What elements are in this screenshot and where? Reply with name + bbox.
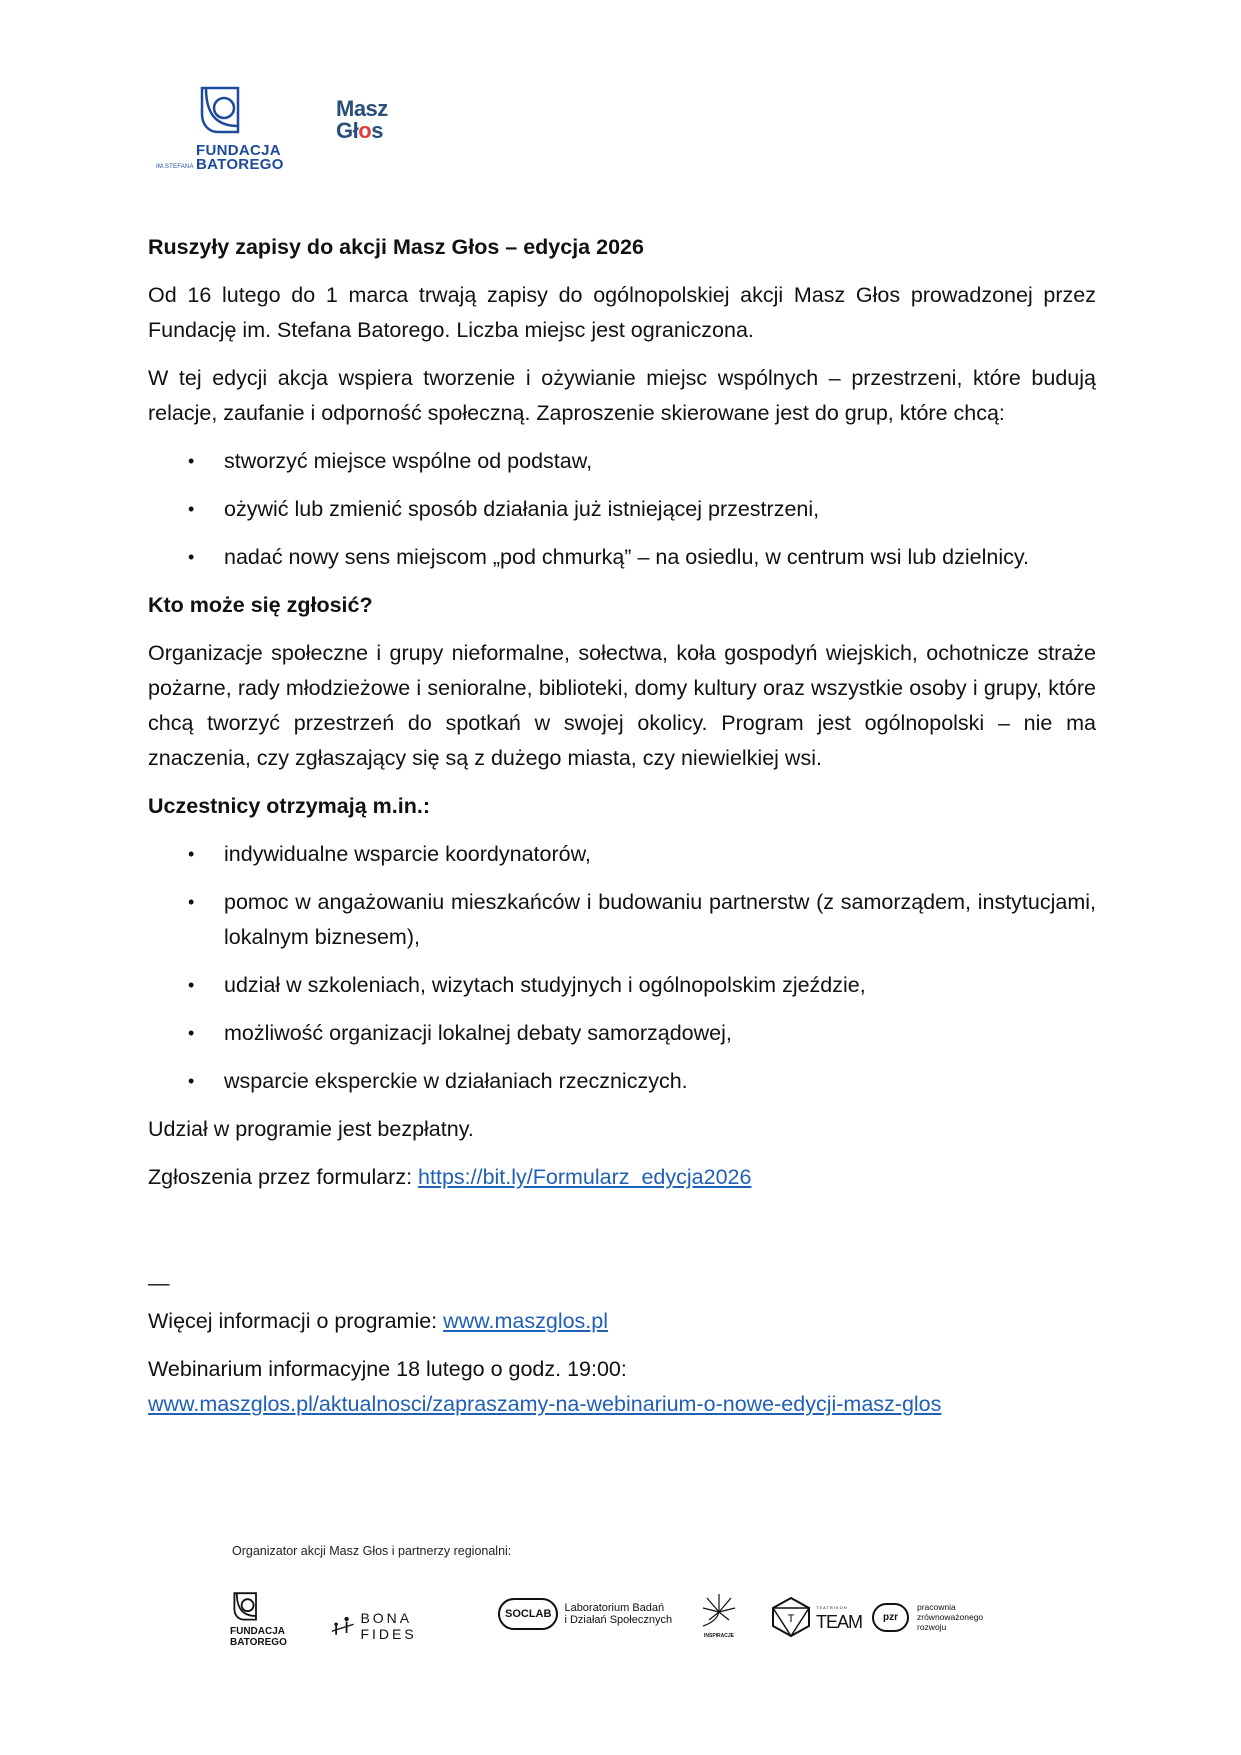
figures-icon (330, 1614, 354, 1638)
soclab-badge: SOCLAB (498, 1598, 558, 1630)
benefits-heading: Uczestnicy otrzymają m.in.: (148, 794, 430, 818)
who-paragraph: Organizacje społeczne i grupy nieformalne, sołectwa, koła gospodyń wiejskich, ochotnicze straże pożarne, rady młodzieżowe i senioralne, biblioteki, domy kultury oraz wszystkie osoby i grupy, które chcą tworzyć przestrzeń do spotkań w swojej okolicy. Program jest ogólnopolski – nie ma znaczenia, czy zgłaszający się są z dużego miasta, czy niewielkiej wsi. (148, 641, 1096, 770)
spacer (148, 1208, 1096, 1268)
fundacja-batorego-logo (152, 86, 292, 178)
list-item: • możliwość organizacji lokalnej debaty samorządowej, (148, 1016, 1096, 1051)
edition-paragraph: W tej edycji akcja wspiera tworzenie i ożywianie miejsc wspólnych – przestrzeni, które budują relacje, zaufanie i odporność społeczną. Zaproszenie skierowane jest do grup, które chcą: (148, 366, 1096, 425)
teatrikon-small: TEATRIKON (816, 1605, 848, 1610)
batory-logo-prefix: IM.STEFANA (156, 164, 194, 170)
masz-glos-logo (336, 98, 388, 142)
partner-teatrikon-logo (770, 1596, 862, 1638)
dandelion-icon (699, 1592, 739, 1628)
list-item: • udział w szkoleniach, wizytach studyjnych i ogólnopolskim zjeździe, (148, 968, 1096, 1003)
partners-label: Organizator akcji Masz Głos i partnerzy regionalni: (232, 1544, 512, 1558)
pzr-line3: rozwoju (917, 1622, 947, 1632)
speech-bubble-o-icon: o (358, 118, 372, 143)
list-item: • indywidualne wsparcie koordynatorów, (148, 837, 1096, 872)
partner-bona-fides-text: BONA FIDES (360, 1610, 417, 1642)
partner-batory-line2: BATOREGO (230, 1637, 287, 1648)
document-title: Ruszyły zapisy do akcji Masz Głos – edycja 2026 (148, 235, 644, 259)
free-text: Udział w programie jest bezpłatny. (148, 1117, 474, 1141)
form-link[interactable]: https://bit.ly/Formularz_edycja2026 (418, 1165, 752, 1189)
partner-batory-logo (230, 1592, 290, 1648)
partner-bona-fides-logo (330, 1610, 460, 1642)
logo-text-a: Gł (336, 118, 359, 143)
batory-logo-line1: FUNDACJA (196, 142, 281, 159)
goals-list (148, 444, 1096, 575)
list-item: • nadać nowy sens miejscom „pod chmurką” – na osiedlu, w centrum wsi lub dzielnicy. (148, 540, 1096, 575)
soclab-line1: Laboratorium Badań (564, 1602, 665, 1614)
soclab-line2: i Działań Społecznych (564, 1614, 673, 1626)
list-item: • ożywić lub zmienić sposób działania już istniejącej przestrzeni, (148, 492, 1096, 527)
partner-soclab-logo (498, 1598, 672, 1630)
intro-paragraph: Od 16 lutego do 1 marca trwają zapisy do ogólnopolskiej akcji Masz Głos prowadzonej przez Fundację im. Stefana Batorego. Liczba miejsc jest ograniczona. (148, 283, 1096, 342)
hexagon-t-icon (770, 1596, 812, 1638)
teatrikon-mark: T (787, 1613, 795, 1625)
masz-glos-logo-line2 (336, 120, 388, 142)
webinar-text: Webinarium informacyjne 18 lutego o godz. 19:00: (148, 1357, 627, 1381)
list-item: • wsparcie eksperckie w działaniach rzeczniczych. (148, 1064, 1096, 1099)
pzr-line1: pracownia (917, 1602, 956, 1612)
batory-emblem-icon (198, 86, 248, 136)
list-item: • stworzyć miejsce wspólne od podstaw, (148, 444, 1096, 479)
pzr-line2: zrównoważonego (917, 1612, 984, 1622)
partner-pzr-logo (872, 1602, 983, 1632)
batory-emblem-icon (232, 1592, 262, 1622)
inspiracje-text: INSPIRACJE (703, 1633, 734, 1639)
teatrikon-team: TEAM (816, 1612, 863, 1632)
benefits-list (148, 837, 1096, 1099)
form-line (148, 1160, 1096, 1195)
pzr-badge: pzr (872, 1603, 909, 1632)
partner-inspiracje-logo (696, 1592, 742, 1639)
webinar-link[interactable]: www.maszglos.pl/aktualnosci/zapraszamy-na-webinarium-o-nowe-edycji-masz-glos (148, 1392, 942, 1416)
who-heading: Kto może się zgłosić? (148, 593, 373, 617)
batory-logo-line2: BATOREGO (196, 156, 284, 173)
more-info-line (148, 1304, 1096, 1339)
list-item: • pomoc w angażowaniu mieszkańców i budowaniu partnerstw (z samorządem, instytucjami, lokalnym biznesem), (148, 885, 1096, 955)
form-label: Zgłoszenia przez formularz: (148, 1165, 419, 1189)
more-info-label: Więcej informacji o programie: (148, 1309, 444, 1333)
document-body (148, 230, 1096, 1422)
website-link[interactable]: www.maszglos.pl (443, 1309, 609, 1333)
masz-glos-logo-line1: Masz (336, 96, 388, 121)
partner-logos (230, 1592, 1030, 1662)
logo-text-b: s (371, 118, 383, 143)
separator: — (148, 1271, 170, 1295)
partner-batory-line1: FUNDACJA (230, 1626, 285, 1637)
